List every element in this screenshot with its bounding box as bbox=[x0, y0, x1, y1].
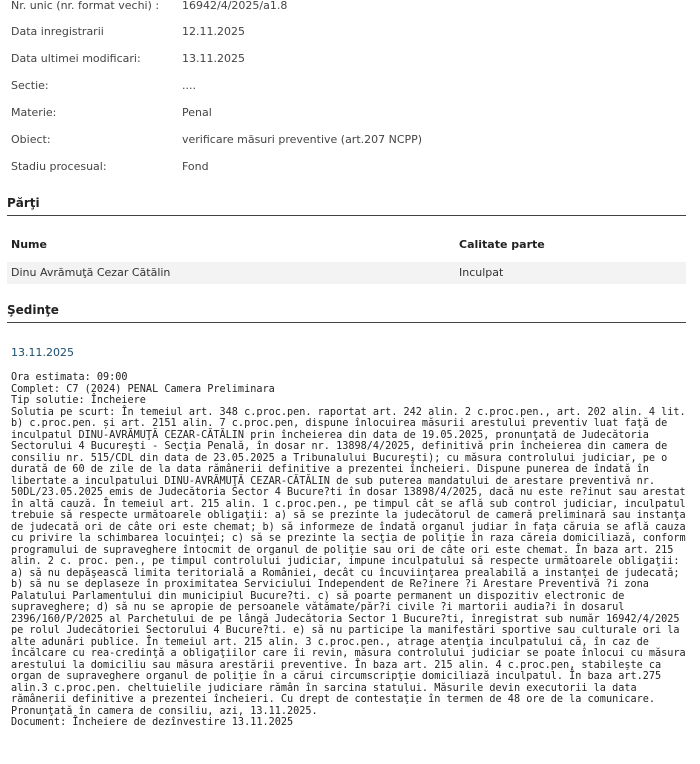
tip-solutie: Tip solutie: Încheiere bbox=[11, 395, 146, 406]
info-label: Obiect: bbox=[11, 133, 51, 146]
info-label: Data ultimei modificari: bbox=[11, 52, 141, 65]
section-title-sedinte: Şedinţe bbox=[7, 303, 686, 323]
info-label: Nr. unic (nr. format vechi) : bbox=[11, 0, 160, 12]
parti-table-header bbox=[7, 238, 686, 256]
parte-nume: Dinu Avrămuţă Cezar Cătălin bbox=[11, 266, 171, 279]
info-value: verificare măsuri preventive (art.207 NCPP) bbox=[182, 133, 423, 146]
col-header-calitate: Calitate parte bbox=[459, 238, 545, 251]
sedinta-details bbox=[11, 372, 689, 729]
section-title-parti: Părţi bbox=[7, 196, 686, 216]
info-label: Sectie: bbox=[11, 79, 49, 92]
info-value: 16942/4/2025/a1.8 bbox=[182, 0, 288, 12]
info-value: 12.11.2025 bbox=[182, 25, 245, 38]
complet: Complet: C7 (2024) PENAL Camera Preliminara bbox=[11, 383, 275, 395]
table-row bbox=[7, 262, 686, 284]
document: Document: Încheiere de dezînvestire 13.11.2025 bbox=[11, 717, 294, 728]
info-label: Materie: bbox=[11, 106, 57, 119]
col-header-nume: Nume bbox=[11, 238, 47, 251]
info-value: 13.11.2025 bbox=[182, 52, 245, 65]
sedinta-date-link[interactable]: 13.11.2025 bbox=[11, 346, 74, 359]
info-label: Data inregistrarii bbox=[11, 25, 104, 38]
ora-estimata: Ora estimata: 09:00 bbox=[11, 372, 128, 383]
info-value: .... bbox=[182, 79, 196, 92]
info-label: Stadiu procesual: bbox=[11, 160, 107, 173]
info-value: Penal bbox=[182, 106, 212, 119]
solutie-pe-scurt: Solutia pe scurt: În temeiul art. 348 c.proc.pen. raportat art. 242 alin. 2 c.proc.pen., art. 202 alin. 4 lit. b) c.proc.pen. și art. 2151 alin. 7 c.proc.pen, dispune înlocuirea măsurii arestului preventiv luat faţă de inculpatul DINU-AVRĂMUŢĂ CEZAR-CĂTĂLIN prin încheierea din data de 19.05.2025, pronunţată de Judecătoria Sectorului 4 Bucureşti - Secţia Penală, în dosar nr. 13898/4/2025, definitivă prin încheierea din camera de consiliu nr. 515/CDL din data de 23.05.2025 a Tribunalului Bucureşti); cu măsura controlului judiciar, pe o durată de 60 de zile de la data rămânerii definitive a prezentei încheieri. Dispune punerea de îndată în libertate a inculpatului DINU-AVRĂMUŢĂ CEZAR-CĂTĂLIN de sub puterea mandatului de arestare preventivă nr. 50DL/23.05.2025 emis de Judecătoria Sector 4 Bucure?ti în dosar 13898/4/2025, dacă nu este re?inut sau arestat în altă cauză. În temeiul art. 215 alin. 1 c.proc.pen., pe timpul cât se află sub control judiciar, inculpatul trebuie să respecte următoarele obligaţii: a) să se prezinte la judecătorul de cameră preliminară sau instanţa de judecată ori de câte ori este chemat; b) să informeze de îndată organul judiar în faţa căruia se află cauza cu privire la schimbarea locuinţei; c) să se prezinte la secţia de poliţie în raza căreia domiciliază, conform programului de supraveghere întocmit de organul de poliţie sau ori de câte ori este chemat. În baza art. 215 alin. 2 c. proc. pen., pe timpul controlului judiciar, impune inculpatului să respecte următoarele obligaţii: a) să nu depăşească limita teritorială a României, decât cu încuviinţarea prealabilă a instanţei de judecată; b) să nu se deplaseze în proximitatea Serviciului Independent de Re?inere ?i Arestare Preventivă ?i zona Palatului Parlamentului din municipiul Bucure?ti. c) să poarte permanent un dispozitiv electronic de supraveghere; d) să nu se apropie de persoanele vătămate/păr?i civile ?i martorii audia?i în dosarul 2396/160/P/2025 al Parchetului de pe lângă Judecătoria Sector 1 Bucure?ti, înregistrat sub număr 16942/4/2025 pe rolul Judecătoriei Sectorului 4 Bucure?ti. e) să nu participe la manifestări sportive sau culturale ori la alte adunări publice. În temeiul art. 215 alin. 3 c.proc.pen., atrage atenţia inculpatului că, în caz de încălcare cu rea-credinţă a obligaţiilor care îi revin, măsura controlului judiciar se poate înlocui cu măsura arestului la domiciliu sau măsura arestării preventive. În baza art. 215 alin. 4 c.proc.pen, stabileşte ca organ de supraveghere organul de poliţie în a cărui circumscripţie domiciliază inculpatul. În baza art.275 alin.3 c.proc.pen. cheltuielile judiciare rămân în sarcina statului. Măsurile devin executorii la data rămânerii definitive a prezentei încheieri. Cu drept de contestaţie în termen de 48 ore de la comunicare. Pronunţată în camera de consiliu, azi, 13.11.2025. bbox=[11, 406, 686, 717]
parte-calitate: Inculpat bbox=[459, 266, 504, 279]
info-value: Fond bbox=[182, 160, 209, 173]
